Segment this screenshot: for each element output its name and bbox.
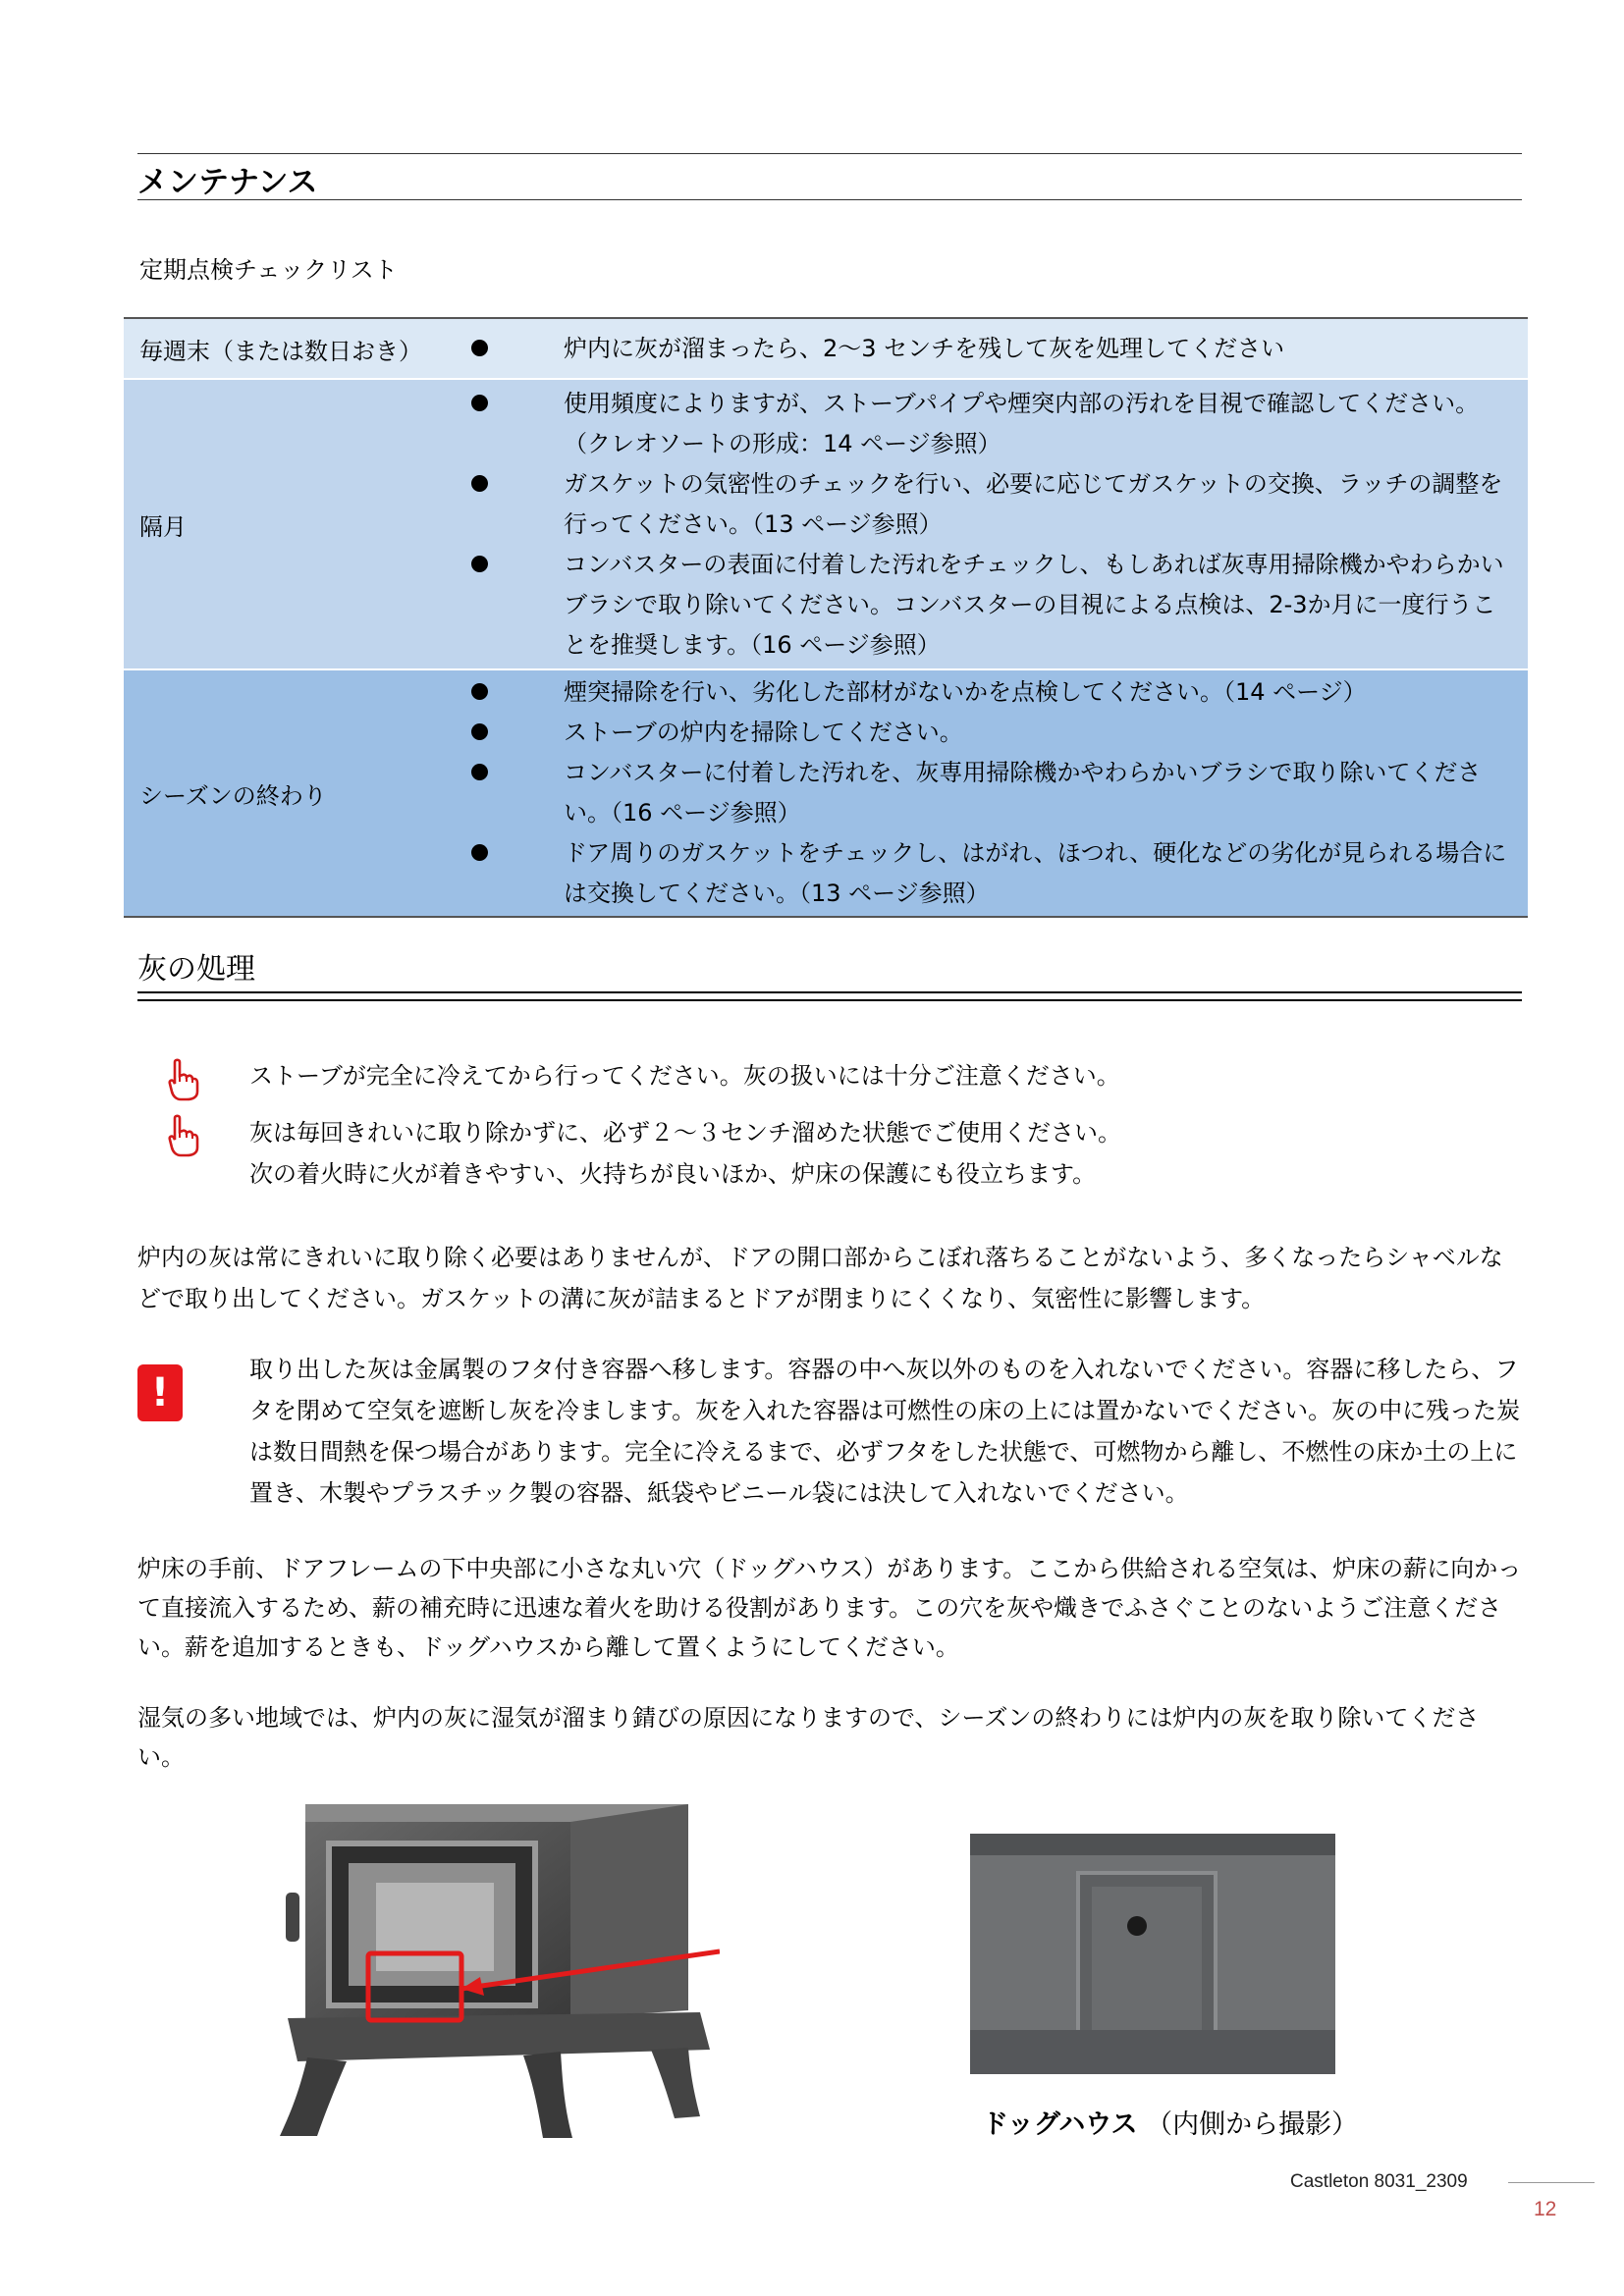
stove-illustration <box>278 1804 720 2143</box>
checklist-row-season-end <box>124 669 1528 917</box>
bullet-icon <box>471 395 488 411</box>
section-rule <box>137 991 1522 993</box>
row-label: 隔月 <box>124 379 464 669</box>
note-keep-ash: 灰は毎回きれいに取り除かずに、必ず２～３センチ溜めた状態でご使用ください。 次の着火時に火が着きやすい、火持ちが良いほか、炉床の保護にも役立ちます。 <box>249 1119 1121 1188</box>
list-item: コンバスターの表面に付着した汚れをチェックし、もしあれば灰専用掃除機かやわらかいブラシで取り除いてください。コンバスターの目視による点検は、2-3か月に一度行うことを推奨します。（16 ページ参照） <box>465 545 1514 666</box>
list-item: コンバスターに付着した汚れを、灰専用掃除機かやわらかいブラシで取り除いてください。（16 ページ参照） <box>465 753 1514 833</box>
row-label: 毎週末（または数日おき） <box>124 318 464 379</box>
row-label: シーズンの終わり <box>124 669 464 917</box>
list-item: 煙突掃除を行い、劣化した部材がないかを点検してください。（14 ページ） <box>465 672 1514 713</box>
bullet-icon <box>471 844 488 861</box>
paragraph-ash-removal: 炉内の灰は常にきれいに取り除く必要はありませんが、ドアの開口部からこぼれ落ちることがないよう、多くなったらシャベルなどで取り出してください。ガスケットの溝に灰が詰まるとドアが閉まりにくくなり、気密性に影響します。 <box>137 1244 1503 1312</box>
list-item: 炉内に灰が溜まったら、2～3 センチを残して灰を処理してください <box>465 329 1514 369</box>
section-title-maintenance: メンテナンス <box>137 165 318 200</box>
header-rule-top <box>137 153 1522 154</box>
bullet-icon <box>471 723 488 740</box>
pointing-hand-icon <box>165 1114 200 1157</box>
bullet-icon <box>471 683 488 700</box>
warning-text: 取り出した灰は金属製のフタ付き容器へ移します。容器の中へ灰以外のものを入れないでください。容器に移したら、フタを閉めて空気を遮断し灰を冷まします。灰を入れた容器は可燃性の床の上には置かないでください。灰の中に残った炭は数日間熱を保つ場合があります。完全に冷えるまで、必ずフタをした状態で、可燃物から離し、不燃性の床か土の上に置き、木製やプラスチック製の容器、紙袋やビニール袋には決して入れないでください。 <box>249 1356 1521 1507</box>
checklist-table <box>124 317 1528 918</box>
list-item: ドア周りのガスケットをチェックし、はがれ、ほつれ、硬化などの劣化が見られる場合には交換してください。（13 ページ参照） <box>465 833 1514 914</box>
list-item: ストーブの炉内を掃除してください。 <box>465 713 1514 753</box>
bullet-icon <box>471 556 488 572</box>
checklist-subtitle: 定期点検チェックリスト <box>139 256 398 284</box>
warning-icon: ! <box>137 1364 183 1421</box>
bullet-icon <box>471 340 488 356</box>
page-number: 12 <box>1534 2198 1557 2220</box>
list-item: ガスケットの気密性のチェックを行い、必要に応じてガスケットの交換、ラッチの調整を行ってください。（13 ページ参照） <box>465 464 1514 545</box>
pointing-hand-icon <box>165 1058 200 1101</box>
paragraph-humidity: 湿気の多い地域では、炉内の灰に湿気が溜まり錆びの原因になりますので、シーズンの終わりには炉内の灰を取り除いてください。 <box>137 1704 1480 1771</box>
note-cool-down: ストーブが完全に冷えてから行ってください。灰の扱いには十分ご注意ください。 <box>249 1062 1120 1090</box>
photo-caption: ドッグハウス （内側から撮影） <box>982 2109 1359 2140</box>
paragraph-doghouse: 炉床の手前、ドアフレームの下中央部に小さな丸い穴（ドッグハウス）があります。ここから供給される空気は、炉床の薪に向かって直接流入するため、薪の補充時に迅速な着火を助ける役割があります。この穴を灰や熾きでふさぐことのないようご注意ください。薪を追加するときも、ドッグハウスから離して置くようにしてください。 <box>137 1555 1522 1661</box>
footer-rule <box>1508 2182 1595 2183</box>
list-item: 使用頻度によりますが、ストーブパイプや煙突内部の汚れを目視で確認してください。（クレオソートの形成：14 ページ参照） <box>465 384 1514 464</box>
doghouse-photo <box>970 1834 1335 2074</box>
footer-model: Castleton 8031_2309 <box>1290 2171 1468 2192</box>
checklist-row-weekly <box>124 318 1528 379</box>
section-title-ash: 灰の処理 <box>137 952 255 987</box>
section-rule <box>137 999 1522 1001</box>
bullet-icon <box>471 764 488 780</box>
checklist-row-bimonthly <box>124 379 1528 669</box>
header-rule-bottom <box>137 199 1522 200</box>
bullet-icon <box>471 475 488 492</box>
